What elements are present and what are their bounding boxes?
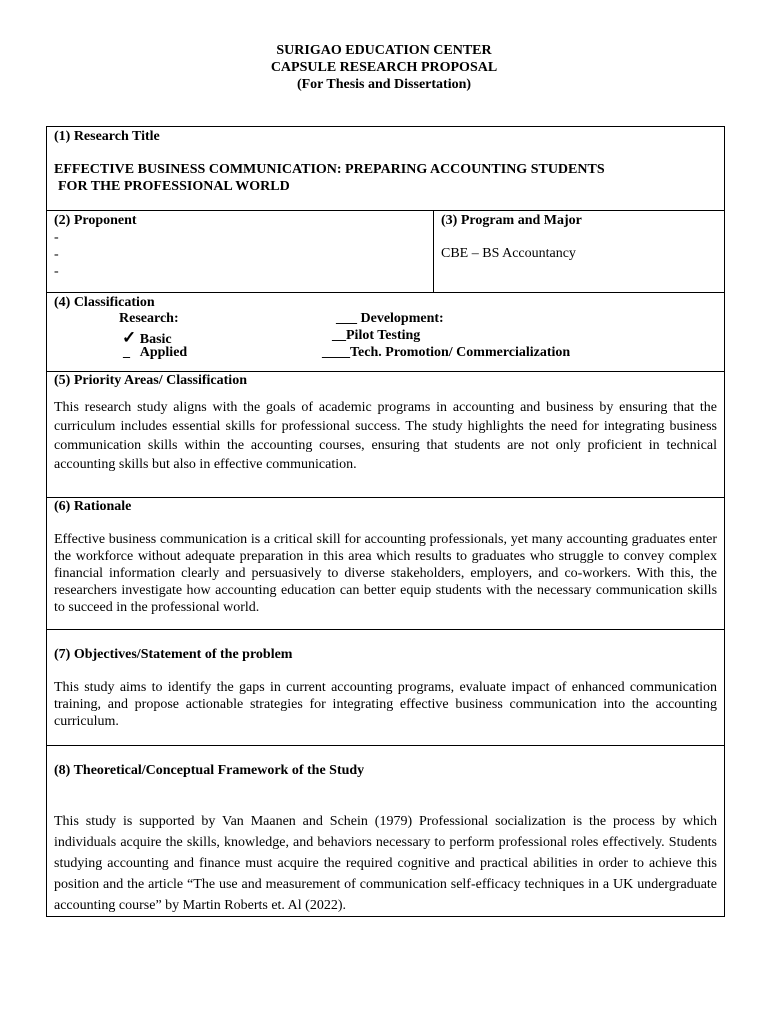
objectives-label: (7) Objectives/Statement of the problem: [54, 647, 293, 662]
framework-cell: [47, 746, 725, 917]
form-title: CAPSULE RESEARCH PROPOSAL: [270, 60, 498, 75]
applied-option: [123, 345, 187, 361]
institution-name: SURIGAO EDUCATION CENTER: [276, 43, 492, 58]
rationale-text: Effective business communication is a critical skill for accounting professionals, yet many accounting graduates enter the workforce without adequate preparation in this area which results to graduates who struggle to convey complex financial information clearly and persuasively to diverse stakeholders, employers, and co-workers. With this, the researchers investigate how accounting education can better equip students with the necessary communication skills to succeed in the professional world.: [54, 532, 718, 615]
basic-label: Basic: [139, 332, 172, 347]
proponent-cell: [47, 211, 434, 293]
objectives-cell: [47, 630, 725, 746]
proponent-entry: -: [54, 264, 59, 279]
proponent-label: (2) Proponent: [54, 213, 137, 228]
program-label: (3) Program and Major: [441, 213, 582, 228]
rationale-label: (6) Rationale: [54, 499, 132, 514]
research-title-label: (1) Research Title: [54, 129, 160, 144]
classification-label: (4) Classification: [54, 295, 155, 310]
research-label: Research:: [119, 311, 179, 326]
proposal-form-table: [46, 126, 725, 917]
framework-text: This study is supported by Van Maanen and Schein (1979) Professional socialization is the process by which individuals acquire the skills, knowledge, and behaviors necessary to perform professional roles effectively. Students studying accounting and finance must acquire the required cognitive and practical abilities in order to achieve this position and the article “The use and measurement of communication self-efficacy techniques in a UK undergraduate accounting course” by Martin Roberts et. Al (2022).: [54, 814, 718, 913]
classification-cell: [47, 293, 725, 372]
checkmark-icon: ✓: [122, 328, 137, 347]
tech-promotion-option: ____Tech. Promotion/ Commercialization: [322, 345, 571, 360]
applied-label: Applied: [139, 345, 188, 360]
research-title-cell: [47, 127, 725, 211]
proponent-entry: -: [54, 247, 59, 262]
classification-options: [54, 311, 717, 367]
program-cell: [434, 211, 725, 293]
priority-label: (5) Priority Areas/ Classification: [54, 373, 247, 388]
research-title-value-line1: EFFECTIVE BUSINESS COMMUNICATION: PREPARING ACCOUNTING STUDENTS: [54, 162, 605, 177]
priority-cell: [47, 372, 725, 498]
research-title-value-line2: FOR THE PROFESSIONAL WORLD: [58, 179, 290, 194]
form-subtitle: (For Thesis and Dissertation): [296, 77, 472, 92]
proponent-entry: -: [54, 230, 59, 245]
program-value: CBE – BS Accountancy: [441, 246, 576, 261]
priority-text: This research study aligns with the goals of academic programs in accounting and business by ensuring that the curriculum includes essential skills for professional success. The study highlights the need for integrating business communication skills within the accounting courses, ensuring that students are not only proficient in technical accounting skills but also in effective communication.: [54, 400, 718, 472]
applied-blank: _: [123, 345, 130, 360]
document-header: [0, 42, 768, 93]
framework-label: (8) Theoretical/Conceptual Framework of the Study: [54, 763, 365, 778]
rationale-cell: [47, 498, 725, 630]
pilot-testing-option: __Pilot Testing: [332, 328, 421, 343]
development-option: ___ Development:: [336, 311, 444, 326]
objectives-text: This study aims to identify the gaps in current accounting programs, evaluate impact of enhanced communication training, and propose actionable strategies for integrating effective business communication into the accounting curriculum.: [54, 680, 718, 729]
